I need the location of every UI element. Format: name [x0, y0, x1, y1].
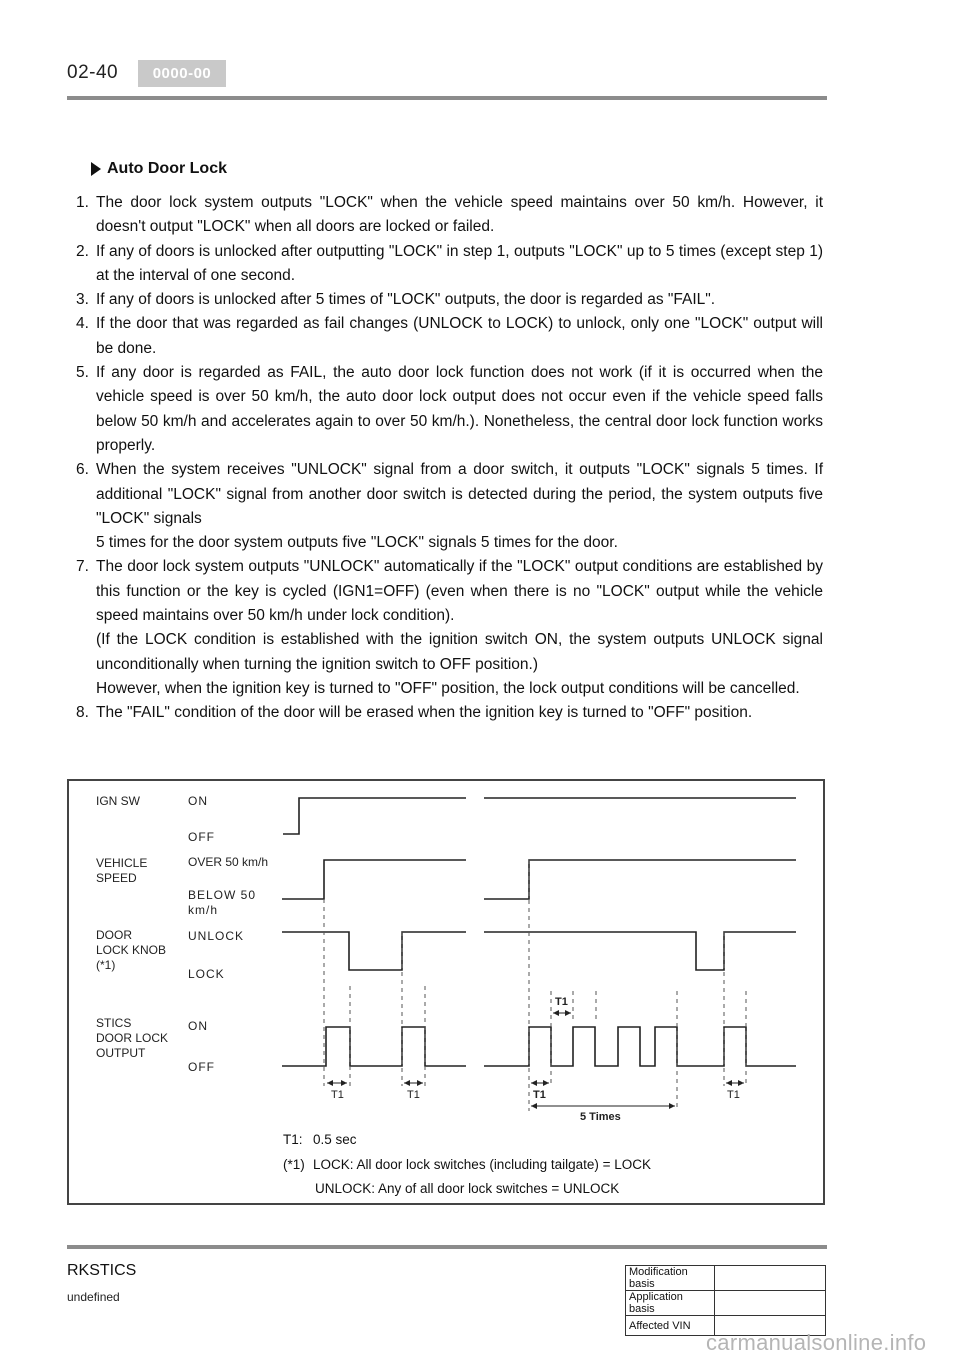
list-item [76, 240, 823, 289]
table-row [626, 1291, 826, 1316]
item-number: 1. [76, 194, 89, 211]
signal-name-door-lock-2: LOCK KNOB [96, 943, 167, 957]
item-text: The door lock system outputs "LOCK" when the vehicle speed maintains over 50 km/h. However, it doesn't output "LOCK" when all doors are locked or failed. [96, 194, 823, 236]
revision-value [715, 1266, 826, 1291]
note-t1-key: T1: [283, 1132, 303, 1147]
item-text: If the door that was regarded as fail changes (UNLOCK to LOCK) to unlock, only one "LOCK" output will be done. [96, 315, 823, 357]
signal-name-ign-sw: IGN SW [96, 794, 140, 808]
watermark: carmanualsonline.info [706, 1330, 927, 1355]
signal-name-door-lock-3: (*1) [96, 958, 116, 972]
bottom-rule [67, 1245, 827, 1249]
level-label-speed-high: OVER 50 km/h [188, 855, 269, 869]
list-item [76, 701, 823, 725]
signal-name-door-lock-1: DOOR [96, 928, 132, 942]
code-badge: 0000-00 [138, 60, 226, 87]
section-title: Auto Door Lock [107, 160, 227, 177]
level-label-speed-low-1: BELOW 50 [188, 888, 257, 902]
item-text: When the system receives "UNLOCK" signal from a door switch, it outputs "LOCK" signals 5 times. If additional "LOCK" signal from another door switch is detected during the period, the system outputs five "LOCK" signals [96, 461, 823, 527]
level-label-stics-off: OFF [188, 1060, 215, 1074]
revision-table [625, 1265, 826, 1336]
t1-label: T1 [533, 1089, 546, 1101]
note-star-value-2: UNLOCK: Any of all door lock switches = UNLOCK [315, 1181, 620, 1196]
item-number: 4. [76, 315, 89, 333]
item-number: 7. [76, 558, 89, 576]
item-text-continued: However, when the ignition key is turned to "OFF" position, the lock output conditions will be cancelled. [96, 679, 800, 697]
revision-label: Modification basis [626, 1266, 715, 1291]
item-text: The "FAIL" condition of the door will be erased when the ignition key is turned to "OFF" position. [96, 704, 753, 722]
signal-name-vehicle-speed-2: SPEED [96, 871, 137, 885]
t1-label: T1 [407, 1089, 420, 1101]
instruction-list [76, 191, 823, 726]
timing-diagram [69, 781, 823, 1203]
waveform-vehicle-speed [282, 860, 796, 899]
signal-name-stics-1: STICS [96, 1016, 132, 1030]
revision-label: Affected VIN [626, 1316, 715, 1336]
item-text: If any of doors is unlocked after outputting "LOCK" in step 1, outputs "LOCK" up to 5 times (except step 1) at the interval of one second. [96, 242, 823, 284]
table-row [626, 1266, 826, 1291]
item-number: 8. [76, 704, 89, 722]
level-label-ign-on: ON [188, 794, 208, 808]
item-number: 5. [76, 364, 89, 382]
item-text: If any of doors is unlocked after 5 times of "LOCK" outputs, the door is regarded as "FAIL". [96, 291, 716, 309]
footer-subtitle: undefined [67, 1290, 120, 1304]
note-star-value-1: LOCK: All door lock switches (including tailgate) = LOCK [313, 1157, 652, 1172]
revision-value [715, 1291, 826, 1316]
item-text-continued: (If the LOCK condition is established with the ignition switch ON, the system outputs UNLOCK signal unconditionally when turning the ignition switch to OFF position.) [96, 631, 823, 673]
list-item [76, 191, 823, 240]
item-number: 2. [76, 242, 89, 260]
level-label-ign-off: OFF [188, 830, 215, 844]
t1-label: T1 [727, 1089, 740, 1101]
list-item [76, 312, 823, 361]
timing-diagram-box [67, 779, 825, 1205]
item-number: 6. [76, 461, 89, 479]
note-star-key: (*1) [283, 1157, 305, 1172]
note-t1-value: 0.5 sec [313, 1132, 357, 1147]
list-item [76, 288, 823, 312]
five-times-label: 5 Times [580, 1111, 621, 1123]
t1-label: T1 [331, 1089, 344, 1101]
page-number: 02-40 [67, 62, 119, 83]
revision-label: Application basis [626, 1291, 715, 1316]
level-label-unlock: UNLOCK [188, 929, 245, 943]
level-label-speed-low-2: km/h [188, 903, 219, 917]
triangle-bullet-icon [91, 162, 101, 176]
waveform-door-lock-knob [282, 932, 796, 970]
signal-name-stics-2: DOOR LOCK [96, 1031, 169, 1045]
section-heading [91, 160, 227, 178]
signal-name-stics-3: OUTPUT [96, 1046, 146, 1060]
footer-title: RKSTICS [67, 1262, 137, 1279]
list-item [76, 555, 823, 701]
item-number: 3. [76, 291, 89, 309]
item-text: If any door is regarded as FAIL, the auto door lock function does not work (if it is occurred when the vehicle speed is over 50 km/h, the auto door lock output does not occur even if the vehicle speed falls below 50 km/h and accelerates again to over 50 km/h.). Nonetheless, the central door lock function works properly. [96, 364, 823, 454]
t1-label: T1 [555, 996, 568, 1008]
signal-name-vehicle-speed-1: VEHICLE [96, 856, 148, 870]
waveform-ign-sw [283, 798, 796, 834]
level-label-stics-on: ON [188, 1019, 208, 1033]
top-rule [67, 96, 827, 100]
item-text: The door lock system outputs "UNLOCK" automatically if the "LOCK" output conditions are established by this function or the key is cycled (IGN1=OFF) (even when there is no "LOCK" output while the vehicle speed maintains over 50 km/h under lock condition). [96, 558, 823, 625]
item-text-continued: 5 times for the door system outputs five "LOCK" signals 5 times for the door. [96, 534, 618, 552]
list-item [76, 361, 823, 458]
waveform-stics-output [282, 1027, 796, 1066]
list-item [76, 458, 823, 555]
level-label-lock: LOCK [188, 967, 225, 981]
